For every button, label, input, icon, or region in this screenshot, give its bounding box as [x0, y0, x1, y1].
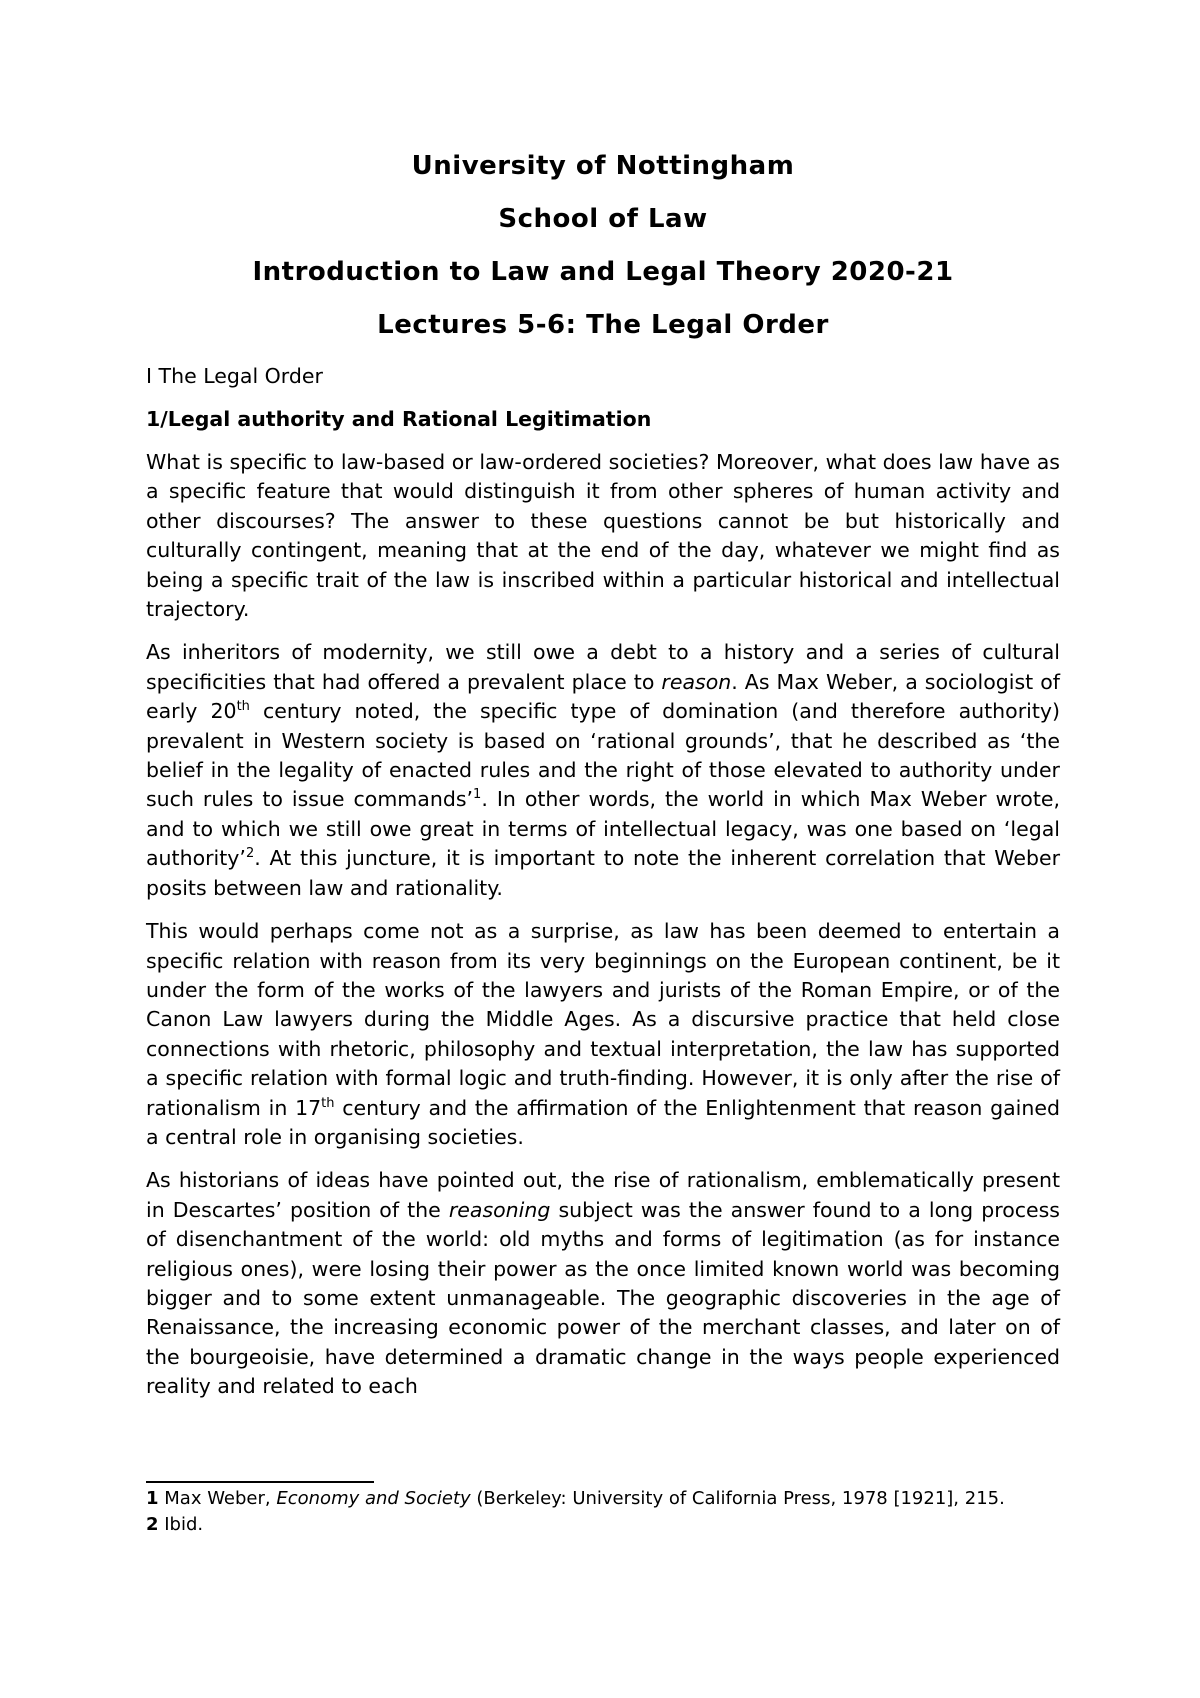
- section-heading: I The Legal Order: [146, 364, 323, 388]
- paragraph-3: [146, 917, 1060, 1152]
- course-title: Introduction to Law and Legal Theory 2020-21: [252, 257, 954, 287]
- ordinal-superscript: th: [321, 1095, 335, 1111]
- footnote-1-text-a: Max Weber,: [158, 1488, 277, 1509]
- footnote-ref-1[interactable]: 1: [473, 787, 482, 803]
- university-name: University of Nottingham: [411, 151, 795, 181]
- footnote-1-book-title: Economy and Society: [276, 1488, 471, 1509]
- document-page: [146, 140, 1060, 1402]
- paragraph-3-text-b: century and the affirmation of the Enlightenment that reason gained a central role in organising societies.: [146, 1095, 1060, 1149]
- footnote-2: [146, 1512, 1026, 1538]
- paragraph-1: What is specific to law-based or law-ordered societies? Moreover, what does law have as a specific feature that would distinguish it from other spheres of human activity and other discourses? The answer to these questions cannot be but historically and culturally contingent, meaning that at the end of the day, whatever we might find as being a specific trait of the law is inscribed within a particular historical and intellectual trajectory.: [146, 450, 1060, 622]
- paragraph-2-text-d: . In other words, the world in which Max Weber wrote, and to which we still owe great in terms of intellectual legacy, was one based on ‘legal authority’: [146, 787, 1060, 871]
- paragraph-4-text-a: As historians of ideas have pointed out, the rise of rationalism, emblematically present in Descartes’ position of the: [146, 1168, 1060, 1222]
- paragraph-2-text-e: . At this juncture, it is important to note the inherent correlation that Weber posits between law and rationality.: [146, 846, 1060, 900]
- paragraph-2-text-a: As inheritors of modernity, we still owe a debt to a history and a series of cultural specificities that had offered a prevalent place to: [146, 640, 1060, 694]
- lecture-title: Lectures 5-6: The Legal Order: [377, 310, 829, 340]
- school-name: School of Law: [498, 204, 708, 234]
- ordinal-superscript: th: [236, 699, 250, 715]
- footnote-1-number: 1: [146, 1488, 159, 1509]
- footnote-2-number: 2: [146, 1514, 159, 1535]
- paragraph-2: [146, 638, 1060, 903]
- paragraph-3-text-a: This would perhaps come not as a surprise, as law has been deemed to entertain a specific relation with reason from its very beginnings on the European continent, be it under the form of the works of the lawyers and jurists of the Roman Empire, or of the Canon Law lawyers during the Middle Ages. As a discursive practice that held close connections with rhetoric, philosophy and textual interpretation, the law has supported a specific relation with formal logic and truth-finding. However, it is only after the rise of rationalism in 17: [146, 919, 1060, 1120]
- footnotes: [146, 1486, 1026, 1538]
- footnote-1-text-b: (Berkeley: University of California Press, 1978 [1921], 215.: [470, 1488, 1005, 1509]
- footnote-2-text: Ibid.: [158, 1514, 204, 1535]
- paragraph-4-text-b: subject was the answer found to a long process of disenchantment of the world: old myths and forms of legitimation (as for instance religious ones), were losing their power as the once limited known world was becoming bigger and to some extent unmanageable. The geographic discoveries in the age of Renaissance, the increasing economic power of the merchant classes, and later on of the bourgeoisie, have determined a dramatic change in the ways people experienced reality and related to each: [146, 1197, 1060, 1399]
- footnote-separator: [146, 1481, 374, 1483]
- document-title-block: [146, 140, 1060, 352]
- paragraph-2-text-b: . As Max Weber, a sociologist of early 20: [146, 669, 1060, 724]
- subsection-heading: 1/Legal authority and Rational Legitimation: [146, 407, 652, 431]
- footnote-1: [146, 1486, 1026, 1512]
- paragraph-2-emphasis: reason: [661, 669, 732, 694]
- footnote-ref-2[interactable]: 2: [245, 846, 255, 862]
- paragraph-2-text-c: century noted, the specific type of domination (and therefore authority) prevalent in Western society is based on ‘rational grounds’, that he described as ‘the belief in the legality of enacted rules and the right of those elevated to authority under such rules to issue commands’: [146, 699, 1060, 812]
- paragraph-4-emphasis: reasoning: [448, 1197, 551, 1222]
- paragraph-4: [146, 1166, 1060, 1401]
